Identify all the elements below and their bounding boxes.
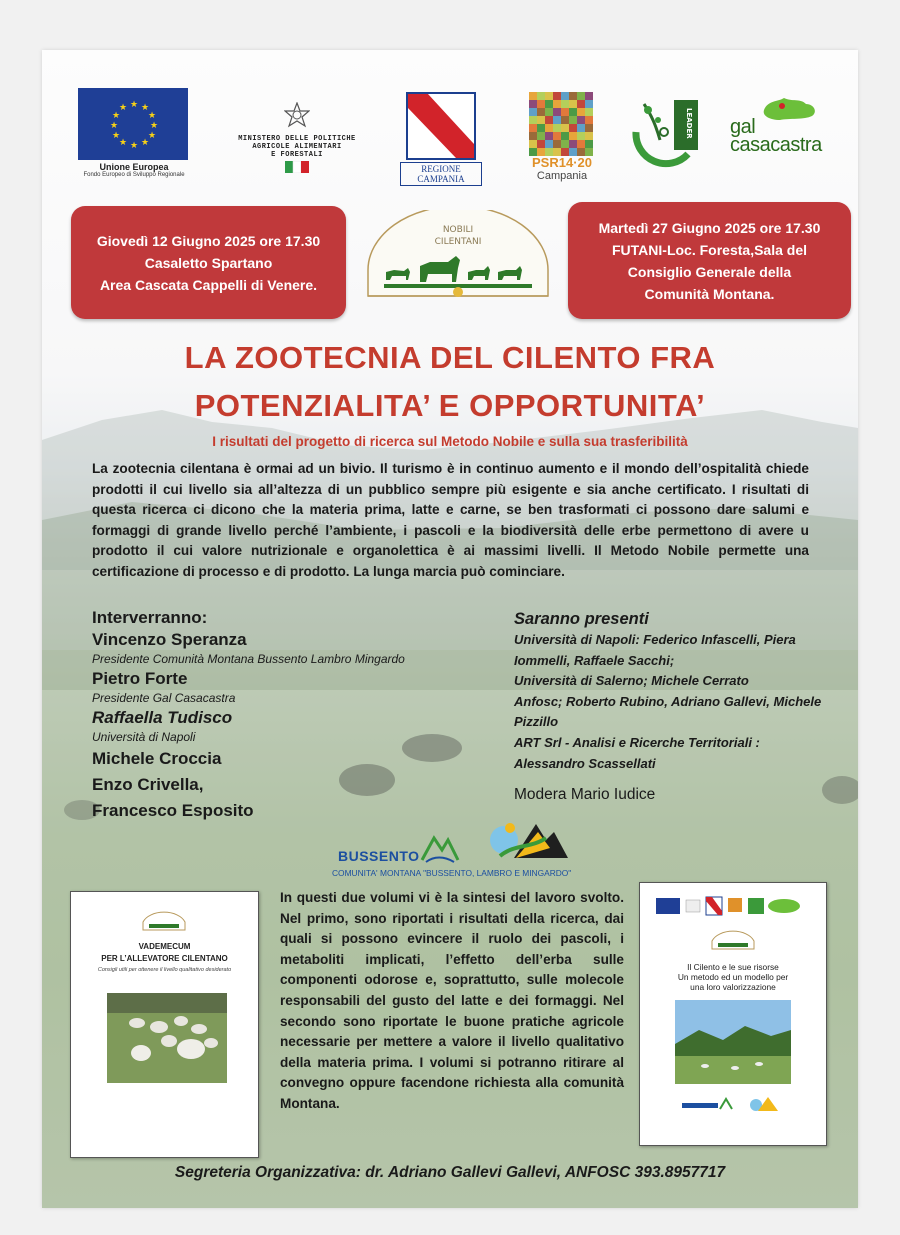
psr-tile <box>561 100 569 108</box>
intro-paragraph: La zootecnia cilentana è ormai ad un bivio. Il turismo è in continuo aumento e il mondo dell’ospitalità chiede prodotti il cui livello sia all’altezza di un pubblico sempre più esigente e sia anche certificato. I risultati di questa ricerca ci dicono che la materia prima, latte e carne, se ben trasformati ci possono dare salumi e formaggi di grande livello perché l’ambiente, i pascoli e la biodiversità delle erbe permettono di avere u prodotto il cui valore nutrizionale e organolettica è ai massimi livelli. Il Metodo Nobile permette una certificazione di processo e di prodotto. La lunga marcia può cominciare. <box>92 461 809 579</box>
event-right-venue-1: Consiglio Generale della <box>627 263 792 280</box>
ministry-logo <box>222 102 372 178</box>
psr-tile <box>529 140 537 148</box>
psr-tile <box>545 116 553 124</box>
book-left-title-2: PER L’ALLEVATORE CILENTANO <box>101 954 228 963</box>
bussento-mini-logos <box>678 1093 788 1117</box>
attendee-line: Università di Salerno; Michele Cerrato <box>514 673 749 689</box>
ministry-line-3: E FORESTALI <box>271 151 323 159</box>
psr-caption: Campania <box>536 170 588 182</box>
psr-tile <box>577 100 585 108</box>
book-right-title-1: Il Cilento e le sue risorse <box>687 962 779 972</box>
svg-text:★: ★ <box>141 138 150 148</box>
psr-tile <box>569 92 577 100</box>
psr-tile <box>553 132 561 140</box>
volumes-paragraph: In questi due volumi vi è la sintesi del lavoro svolto. Nel primo, sono riportati i risultati della ricerca, dai quali si possono evincere il ruolo dei pascoli, i metaboliti implicati, l’effetto dell’erba sulle componenti odorose e, soprattutto, sulle molecole responsabili del gusto del latte e dei formaggi. Nel secondo sono riportate le buone pratiche agricole necessarie per mettere a valore il livello qualitativo della materia prima. I volumi si potranno ritirare al convegno oppure facendone richiesta alla comunità Montana. <box>280 890 624 1111</box>
regione-campania-logo <box>400 92 482 186</box>
book-left-title-1: VADEMECUM <box>138 942 191 951</box>
psr-tile <box>561 92 569 100</box>
leader-text: LEADER <box>685 108 693 139</box>
poster <box>42 50 858 1208</box>
speakers-list <box>92 606 492 822</box>
moderator: Modera Mario Iudice <box>514 786 656 804</box>
nobili-word: NOBILI <box>442 225 474 235</box>
bussento-caption: COMUNITA' MONTANA "BUSSENTO, LAMBRO E MINGARDO" <box>332 868 572 878</box>
svg-text:★: ★ <box>119 103 128 113</box>
sponsor-logos-strip <box>654 895 814 917</box>
region-caption: REGIONE CAMPANIA <box>400 162 482 186</box>
book-right-title-2: Un metodo ed un modello per <box>677 972 789 982</box>
psr-tile <box>577 92 585 100</box>
attendee-line: Università di Napoli: Federico Infascelli, Piera <box>514 632 796 647</box>
italy-flag-icon <box>285 161 309 173</box>
region-shield-icon <box>406 92 476 160</box>
event-right-date: Martedì 27 Giugno 2025 ore 17.30 <box>598 219 821 236</box>
svg-text:★: ★ <box>130 141 139 151</box>
emblem-icon <box>284 102 310 130</box>
psr-tile <box>577 116 585 124</box>
svg-text:★: ★ <box>112 131 121 141</box>
psr-tile <box>529 92 537 100</box>
svg-text:★: ★ <box>130 100 139 110</box>
subtitle: I risultati del progetto di ricerca sul Metodo Nobile e sulla sua trasferibilità <box>212 434 688 449</box>
leader-logo <box>630 96 706 177</box>
psr-tile <box>553 116 561 124</box>
speakers-heading: Interverranno: <box>92 608 208 627</box>
psr-tile <box>585 124 593 132</box>
svg-text:★: ★ <box>119 138 128 148</box>
psr-tile <box>553 140 561 148</box>
gal-casacastra-logo <box>730 110 830 154</box>
psr-tile <box>577 108 585 116</box>
speaker-name: Raffaella Tudisco <box>92 708 233 727</box>
psr-tile <box>529 116 537 124</box>
psr-tile <box>537 116 545 124</box>
attendee-line: Alessandro Scassellati <box>514 755 656 771</box>
attendee-line: ART Srl - Analisi e Ricerche Territoriali : <box>514 734 760 750</box>
psr-tile <box>545 108 553 116</box>
psr-tile <box>561 116 569 124</box>
attendee-line: Pizzillo <box>514 714 559 730</box>
psr-tile <box>577 132 585 140</box>
psr-tile <box>561 124 569 132</box>
psr-tile <box>569 116 577 124</box>
speaker-name: Pietro Forte <box>92 669 188 688</box>
psr-tile <box>553 100 561 108</box>
eu-logo <box>78 88 190 178</box>
psr-tile <box>545 132 553 140</box>
psr-tile <box>585 140 593 148</box>
psr-tile <box>585 132 593 140</box>
svg-text:★: ★ <box>141 103 150 113</box>
psr-tile <box>529 108 537 116</box>
gal-map-icon <box>760 96 822 122</box>
ministry-line-2: AGRICOLE ALIMENTARI <box>252 143 342 151</box>
eu-caption: Unione Europea <box>99 162 169 172</box>
psr-tile <box>529 124 537 132</box>
nobili-mini-icon <box>141 908 187 934</box>
psr-tile <box>585 116 593 124</box>
psr-mosaic-icon <box>529 92 593 156</box>
cilentani-word: CILENTANI <box>434 237 482 247</box>
svg-text:★: ★ <box>150 121 159 131</box>
speaker-role: Presidente Comunità Montana Bussento Lambro Mingardo <box>92 652 405 666</box>
svg-text:★: ★ <box>110 121 119 131</box>
svg-text:★: ★ <box>148 131 157 141</box>
event-left-place: Casaletto Spartano <box>144 254 273 271</box>
svg-text:★: ★ <box>148 111 157 121</box>
nobili-cilentani-logo <box>364 210 552 310</box>
psr-tile <box>537 92 545 100</box>
psr-tile <box>545 140 553 148</box>
psr-tile <box>545 124 553 132</box>
psr-tile <box>569 124 577 132</box>
book-left-subtitle: Consigli utili per ottenere il livello qualitativo desiderato <box>97 967 232 973</box>
speaker-role: Università di Napoli <box>92 730 196 744</box>
psr-tile <box>553 92 561 100</box>
eu-flag-icon <box>78 88 188 160</box>
psr-tile <box>545 92 553 100</box>
psr-tile <box>577 124 585 132</box>
psr-tile <box>585 92 593 100</box>
psr-title: PSR14·20 <box>532 155 592 170</box>
psr-logo <box>529 92 595 182</box>
attendees-heading: Saranno presenti <box>514 610 649 628</box>
eu-fund-caption: Fondo Europeo di Sviluppo Regionale <box>83 172 185 178</box>
psr-tile <box>569 132 577 140</box>
psr-tile <box>537 140 545 148</box>
psr-tile <box>545 100 553 108</box>
attendees-list <box>514 608 854 806</box>
psr-tile <box>585 100 593 108</box>
footer-organizer: Segreteria Organizzativa: dr. Adriano Gallevi Gallevi, ANFOSC 393.8957717 <box>174 1164 726 1181</box>
psr-tile <box>529 100 537 108</box>
psr-tile <box>529 132 537 140</box>
event-right-place: FUTANI-Loc. Foresta,Sala del <box>612 241 807 258</box>
psr-tile <box>537 132 545 140</box>
leader-icon <box>630 96 706 172</box>
psr-tile <box>537 108 545 116</box>
speaker-name: Michele Croccia <box>92 749 222 768</box>
psr-tile <box>537 124 545 132</box>
psr-tile <box>553 108 561 116</box>
ministry-line-1: MINISTERO DELLE POLITICHE <box>238 135 356 143</box>
psr-tile <box>561 108 569 116</box>
psr-tile <box>569 100 577 108</box>
book-cover-cilento <box>639 882 827 1146</box>
bussento-mountain-icon <box>420 830 460 864</box>
main-title-line-1: LA ZOOTECNIA DEL CILENTO FRA <box>184 340 716 375</box>
psr-tile <box>561 132 569 140</box>
psr-tile <box>561 140 569 148</box>
sheep-photo <box>107 993 227 1083</box>
attendee-line: Iommelli, Raffaele Sacchi; <box>514 652 675 668</box>
book-right-title-3: una loro valorizzazione <box>690 982 776 992</box>
event-box-right <box>568 202 851 319</box>
bussento-logo <box>332 818 592 878</box>
event-box-left <box>71 206 346 319</box>
svg-text:★: ★ <box>112 111 121 121</box>
speaker-name: Vincenzo Speranza <box>92 630 247 649</box>
attendee-line: Anfosc; Roberto Rubino, Adriano Gallevi, Michele <box>514 693 822 709</box>
gal-word: gal <box>730 116 756 138</box>
bussento-word: BUSSENTO <box>338 848 420 864</box>
psr-tile <box>553 124 561 132</box>
event-right-venue-2: Comunità Montana. <box>644 285 775 302</box>
speaker-name: Francesco Esposito <box>92 801 254 820</box>
valley-photo <box>675 1000 791 1084</box>
event-left-venue: Area Cascata Cappelli di Venere. <box>99 276 318 293</box>
psr-tile <box>537 100 545 108</box>
psr-tile <box>577 140 585 148</box>
main-title-line-2: POTENZIALITA’ E OPPORTUNITA’ <box>194 388 706 423</box>
speaker-name: Enzo Crivella, <box>92 775 204 794</box>
psr-tile <box>569 108 577 116</box>
speaker-role: Presidente Gal Casacastra <box>92 691 236 705</box>
psr-tile <box>585 108 593 116</box>
book-cover-vademecum <box>70 891 259 1158</box>
event-left-date: Giovedì 12 Giugno 2025 ore 17.30 <box>96 232 321 249</box>
casacastra-word: casacastra <box>730 134 822 156</box>
community-logo-icon <box>486 818 570 864</box>
nobili-mini-icon <box>710 927 756 953</box>
psr-tile <box>569 140 577 148</box>
